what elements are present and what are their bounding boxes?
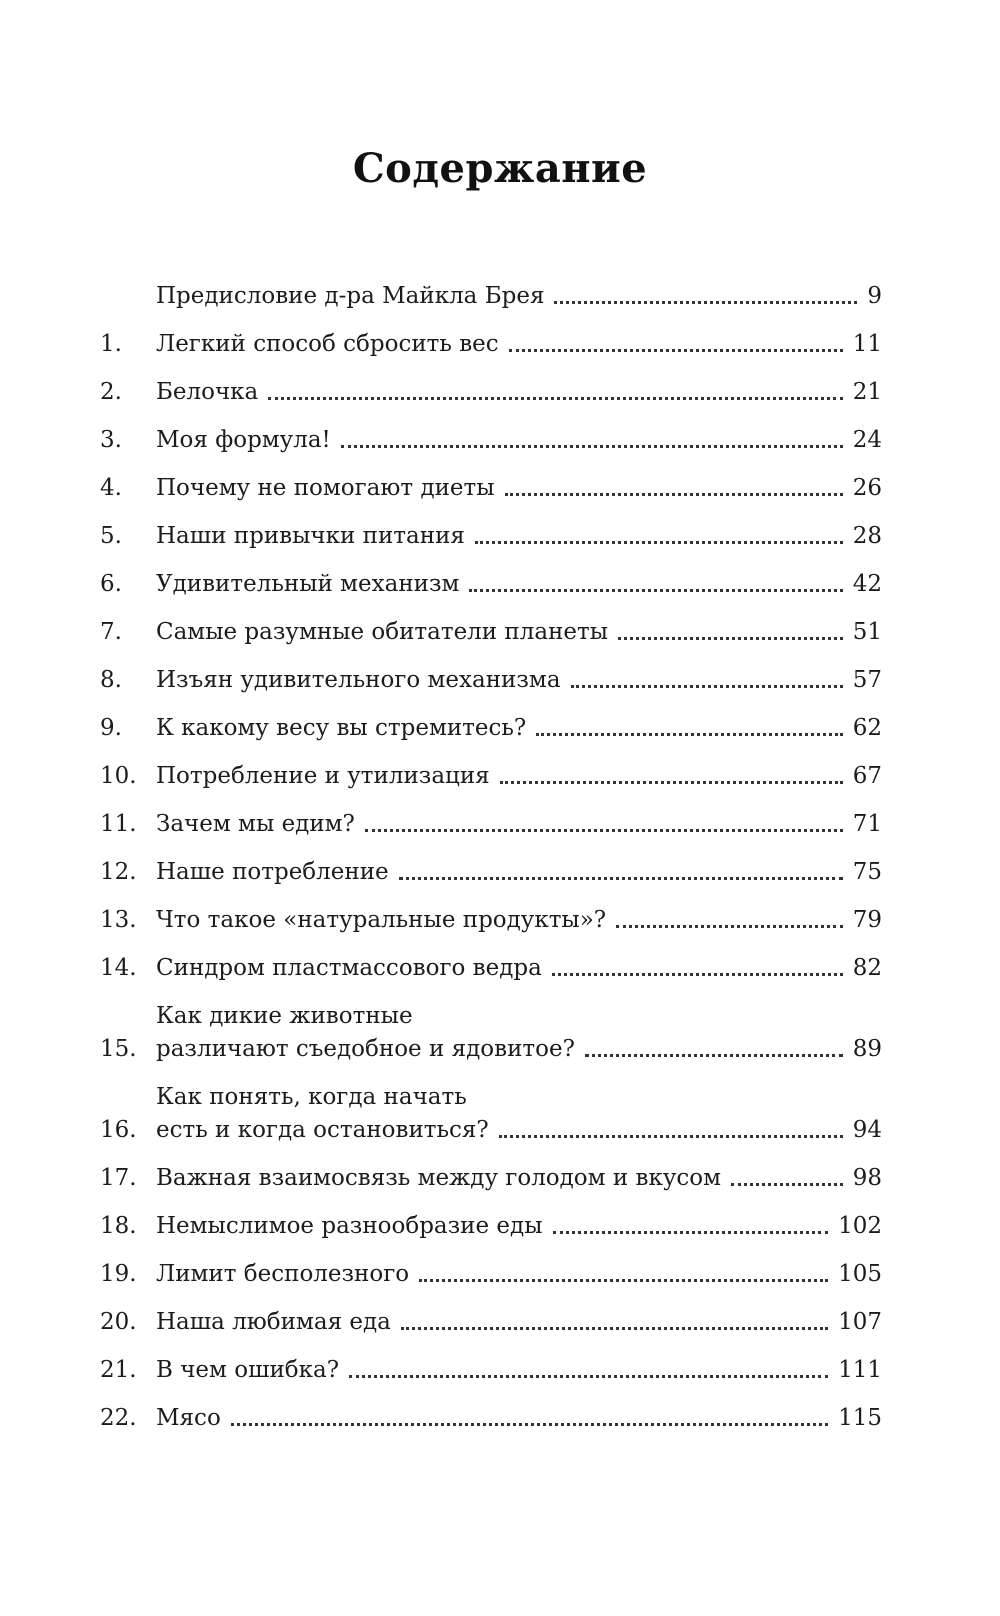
page-number: 98 [852, 1165, 882, 1191]
chapter-number: 15. [100, 1036, 137, 1062]
page-number: 105 [838, 1261, 882, 1287]
page-number: 57 [852, 667, 882, 693]
chapter-number: 20. [100, 1309, 137, 1335]
chapter-number: 2. [100, 379, 122, 405]
chapter-title: Потребление и утилизация [156, 763, 490, 789]
dot-leader [349, 1375, 828, 1378]
dot-leader [571, 685, 843, 688]
toc-entry [100, 568, 882, 601]
chapter-title: Изъян удивительного механизма [156, 667, 561, 693]
chapter-title: Почему не помогают диеты [156, 475, 495, 501]
toc-entry [100, 376, 882, 409]
page-number: 82 [852, 955, 882, 981]
dot-leader [585, 1054, 843, 1057]
toc-entry [100, 1081, 882, 1147]
toc-entry [100, 856, 882, 889]
chapter-title-line: Как понять, когда начать [156, 1084, 467, 1110]
toc-entry [100, 1402, 882, 1435]
dot-leader [552, 973, 843, 976]
page-number: 51 [852, 619, 882, 645]
page-number: 62 [852, 715, 882, 741]
chapter-number: 10. [100, 763, 137, 789]
dot-leader [469, 589, 842, 592]
chapter-number: 21. [100, 1357, 137, 1383]
chapter-number: 1. [100, 331, 122, 357]
chapter-number: 13. [100, 907, 137, 933]
chapter-title: Самые разумные обитатели планеты [156, 619, 609, 645]
chapter-title: Легкий способ сбросить вес [156, 331, 499, 357]
toc-entry [100, 424, 882, 457]
toc-entry [100, 904, 882, 937]
chapter-title-line: Как дикие животные [156, 1003, 413, 1029]
page-number: 94 [852, 1117, 882, 1143]
page-number: 24 [852, 427, 882, 453]
dot-leader [505, 493, 843, 496]
dot-leader [509, 349, 843, 352]
dot-leader [475, 541, 843, 544]
chapter-title: Удивительный механизм [156, 571, 460, 597]
page-number: 71 [852, 811, 882, 837]
page-number: 107 [838, 1309, 882, 1335]
chapter-number: 4. [100, 475, 122, 501]
chapter-title: Наши привычки питания [156, 523, 465, 549]
chapter-number: 17. [100, 1165, 137, 1191]
dot-leader [399, 877, 843, 880]
page-number: 42 [852, 571, 882, 597]
dot-leader [401, 1327, 828, 1330]
page-number: 89 [852, 1036, 882, 1062]
chapter-number: 9. [100, 715, 122, 741]
chapter-number: 16. [100, 1117, 137, 1143]
chapter-title: Лимит бесполезного [156, 1261, 410, 1287]
dot-leader [341, 445, 843, 448]
page-title: Содержание [352, 144, 648, 192]
chapter-title: Наша любимая еда [156, 1309, 391, 1335]
chapter-number: 6. [100, 571, 122, 597]
dot-leader [536, 733, 842, 736]
toc-entry [100, 1210, 882, 1243]
toc-entry [100, 808, 882, 841]
toc-entry [100, 664, 882, 697]
toc-entry [100, 1258, 882, 1291]
page-number: 111 [838, 1357, 882, 1383]
chapter-title: Наше потребление [156, 859, 389, 885]
page-number: 115 [838, 1405, 882, 1431]
toc-entry [100, 1000, 882, 1066]
chapter-title: К какому весу вы стремитесь? [156, 715, 527, 741]
page-number: 9 [867, 283, 882, 309]
chapter-number: 12. [100, 859, 137, 885]
dot-leader [553, 1231, 829, 1234]
chapter-number: 18. [100, 1213, 137, 1239]
chapter-title: есть и когда остановиться? [156, 1117, 489, 1143]
dot-leader [500, 781, 843, 784]
chapter-number: 11. [100, 811, 137, 837]
dot-leader [231, 1423, 828, 1426]
chapter-number: 5. [100, 523, 122, 549]
toc-entry [100, 280, 882, 313]
page-number: 26 [852, 475, 882, 501]
toc-entry [100, 1162, 882, 1195]
toc-entry [100, 1306, 882, 1339]
page-number: 75 [852, 859, 882, 885]
chapter-title: Белочка [156, 379, 259, 405]
toc-entry [100, 760, 882, 793]
page-number: 11 [852, 331, 882, 357]
toc-entry [100, 712, 882, 745]
chapter-title: Синдром пластмассового ведра [156, 955, 542, 981]
chapter-title: В чем ошибка? [156, 1357, 340, 1383]
chapter-title: Предисловие д-ра Майкла Брея [156, 283, 545, 309]
dot-leader [499, 1135, 843, 1138]
dot-leader [419, 1279, 828, 1282]
toc-entry [100, 1354, 882, 1387]
page-number: 102 [838, 1213, 882, 1239]
dot-leader [616, 925, 843, 928]
chapter-number: 8. [100, 667, 122, 693]
chapter-title: Моя формула! [156, 427, 331, 453]
toc-entry [100, 472, 882, 505]
chapter-title: Зачем мы едим? [156, 811, 355, 837]
page-number: 79 [852, 907, 882, 933]
dot-leader [731, 1183, 843, 1186]
toc-entry [100, 520, 882, 553]
toc-entry [100, 952, 882, 985]
dot-leader [618, 637, 843, 640]
toc-entry [100, 616, 882, 649]
chapter-number: 14. [100, 955, 137, 981]
chapter-number: 22. [100, 1405, 137, 1431]
page-number: 28 [852, 523, 882, 549]
toc-entry [100, 328, 882, 361]
chapter-number: 3. [100, 427, 122, 453]
chapter-number: 7. [100, 619, 122, 645]
chapter-title: различают съедобное и ядовитое? [156, 1036, 575, 1062]
chapter-title: Что такое «натуральные продукты»? [156, 907, 607, 933]
chapter-number: 19. [100, 1261, 137, 1287]
dot-leader [365, 829, 843, 832]
chapter-title: Важная взаимосвязь между голодом и вкусом [156, 1165, 721, 1191]
dot-leader [268, 397, 842, 400]
page-number: 21 [852, 379, 882, 405]
chapter-title: Мясо [156, 1405, 221, 1431]
page-number: 67 [852, 763, 882, 789]
table-of-contents [100, 280, 882, 1450]
chapter-title: Немыслимое разнообразие еды [156, 1213, 543, 1239]
dot-leader [554, 301, 857, 304]
